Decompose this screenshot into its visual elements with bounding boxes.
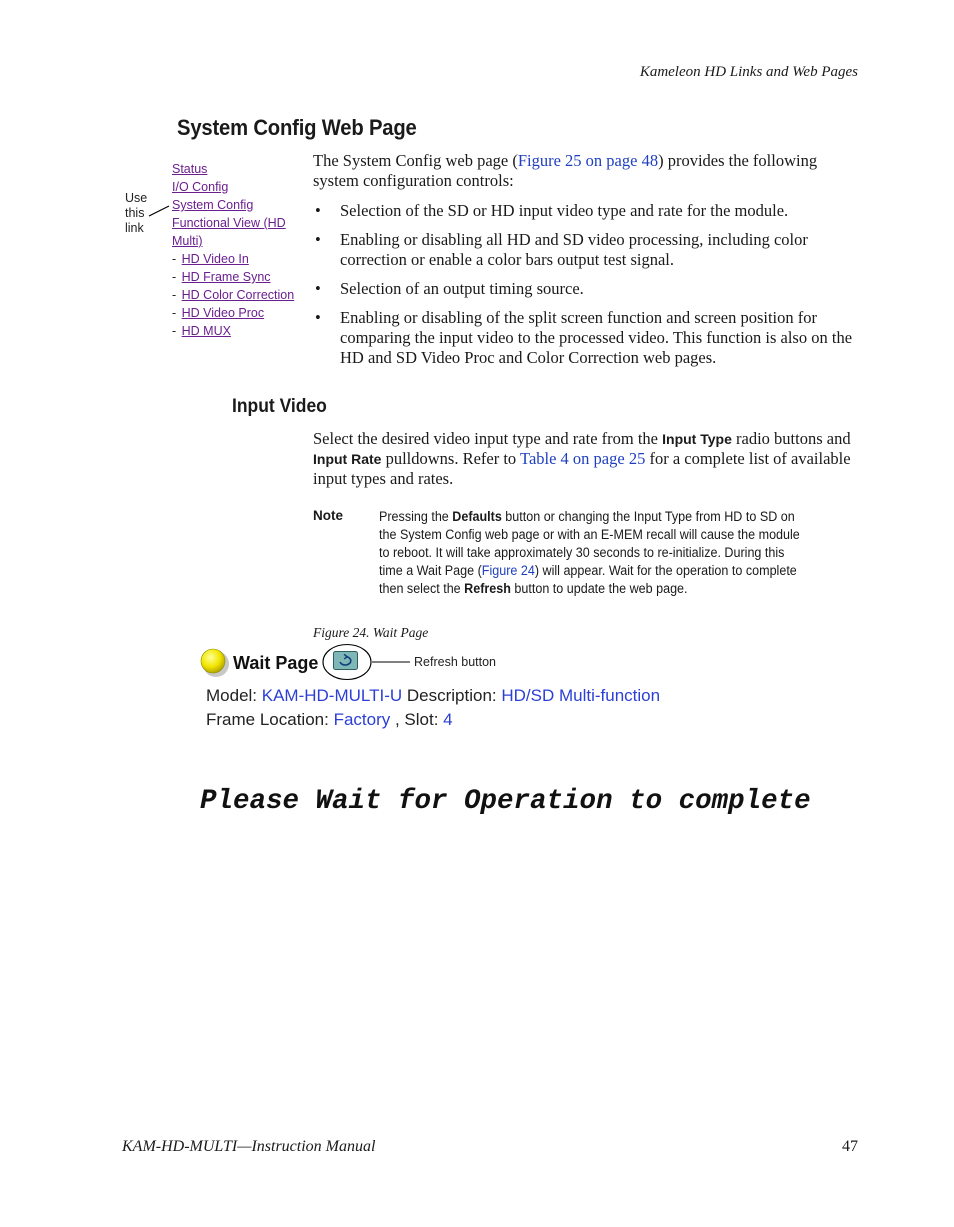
nav-link-hd-video-proc[interactable]: HD Video Proc [181,306,265,320]
nav-link-status[interactable]: Status [172,162,208,176]
list-item [313,201,861,221]
nav-dash: - [172,270,180,284]
list-item-text: Enabling or disabling all HD and SD video processing, including color correction or enable a color bars output test signal. [340,230,808,269]
subsection-title: Input Video [232,396,327,417]
bullet-icon: • [315,279,321,298]
intro-paragraph [313,151,861,191]
figure-24-link[interactable]: Figure 24 [481,563,535,578]
list-item-text: Enabling or disabling of the split screen function and screen position for comparing the input video to the processed video. This function is also on the HD and SD Video Proc and Color Correction web pages. [340,308,853,367]
nav-link-hd-video-in[interactable]: HD Video In [181,252,249,266]
refresh-callout-label: Refresh button [414,655,496,669]
callout-text-1: Use [125,191,148,205]
figure-caption: Figure 24. Wait Page [313,625,429,640]
note-label: Note [313,508,343,523]
nav-link-system-config[interactable]: System Config [172,198,254,212]
note-body: button to update the web page. [510,581,688,596]
nav-link-hd-frame-sync[interactable]: HD Frame Sync [181,270,271,284]
feature-list [313,201,861,377]
nav-link-hd-color-correction[interactable]: HD Color Correction [181,288,295,302]
refresh-term: Refresh [464,581,511,596]
nav-link-functional-view[interactable]: Functional View (HD [172,216,286,230]
slot-value[interactable]: 4 [443,710,453,729]
model-value: KAM-HD-MULTI-U [261,686,403,705]
refresh-icon[interactable] [333,651,359,671]
intro-text: ) provides the following system configuration controls: [313,151,818,190]
description-label: Description: [402,686,502,705]
callout-text-3: link [125,221,144,235]
input-type-term: Input Type [662,431,732,447]
callout-pointer-line [140,195,180,225]
description-value: HD/SD Multi-function [501,686,661,705]
note-text [379,508,807,598]
bullet-icon: • [315,230,321,249]
nav-link-hd-mux[interactable]: HD MUX [181,324,231,338]
list-item-text: Selection of an output timing source. [340,279,584,298]
note-body: button or changing the Input Type from HD to SD on the System Config web page or with an E-MEM recall will cause the module to reboot. It will take approximately 30 seconds to re-initialize. During this time a Wait Page ( [379,509,800,578]
section-title: System Config Web Page [177,115,417,140]
paragraph-text: pulldowns. Refer to [381,449,521,468]
note-body: Pressing the [379,509,453,524]
paragraph-text: Select the desired video input type and rate from the [313,429,663,448]
wait-message: Please Wait for Operation to complete [200,786,811,817]
table-4-link[interactable]: Table 4 on page 25 [520,449,646,468]
note-body: ) will appear. Wait for the operation to complete then select the [379,563,797,596]
frame-location-label: Frame Location: [206,710,334,729]
nav-menu [172,160,294,340]
list-item-text: Selection of the SD or HD input video type and rate for the module. [340,201,789,220]
figure-25-link[interactable]: Figure 25 on page 48 [517,151,659,170]
callout-text-2: this [125,206,145,220]
defaults-term: Defaults [452,509,502,524]
list-item [313,230,861,270]
page-number: 47 [842,1138,858,1155]
list-item [313,308,861,368]
model-line [206,686,660,706]
list-item [313,279,861,299]
input-video-paragraph [313,429,861,489]
input-rate-term: Input Rate [313,451,382,467]
nav-dash: - [172,306,180,320]
status-light-icon [199,647,231,679]
frame-location-line [206,710,453,730]
nav-dash: - [172,288,180,302]
nav-link-functional-view-cont[interactable]: Multi) [172,234,203,248]
running-header: Kameleon HD Links and Web Pages [639,64,858,80]
frame-location-value[interactable]: Factory [333,710,391,729]
nav-dash: - [172,252,180,266]
refresh-callout-line [372,657,412,667]
model-label: Model: [206,686,262,705]
slot-label: , Slot: [390,710,444,729]
paragraph-text: for a complete list of available input types and rates. [313,449,851,488]
bullet-icon: • [315,308,321,327]
bullet-icon: • [315,201,321,220]
wait-page-title: Wait Page [233,653,319,673]
nav-dash: - [172,324,180,338]
paragraph-text: radio buttons and [731,429,851,448]
nav-link-io-config[interactable]: I/O Config [172,180,229,194]
intro-text: The System Config web page ( [313,151,518,170]
footer-manual-title: KAM-HD-MULTI—Instruction Manual [122,1138,376,1155]
